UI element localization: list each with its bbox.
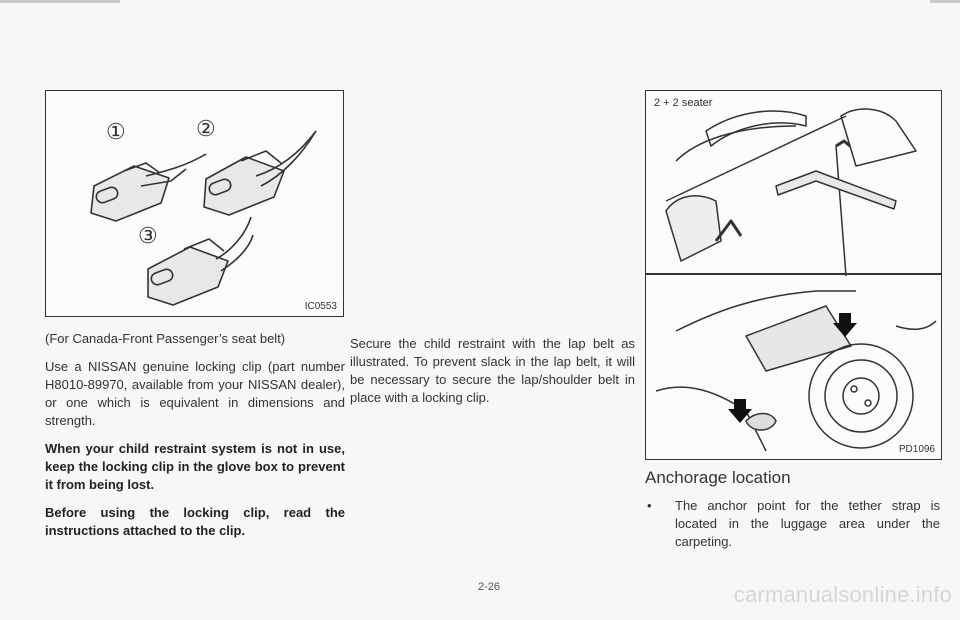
anchorage-illustration [646, 91, 941, 459]
figure-code: PD1096 [898, 444, 935, 455]
page-number: 2-26 [478, 581, 501, 593]
figure-code: IC0553 [304, 301, 337, 312]
locking-clip-illustration [46, 91, 343, 316]
glove-box-warning: When your child restraint system is not in use, keep the locking clip in the glove box to prevent it from being lost. [45, 441, 345, 492]
middle-text-column [350, 335, 635, 417]
callout-1: ① [106, 119, 126, 144]
instructions-warning: Before using the locking clip, read the instructions attached to the clip. [45, 505, 345, 538]
bullet-text: The anchor point for the tether strap is located in the luggage area under the carpeting. [675, 498, 940, 549]
section-heading: Anchorage location [645, 468, 791, 487]
locking-clip-figure [45, 90, 344, 317]
seat-label: 2 + 2 seater [654, 97, 713, 109]
figure-divider [646, 273, 941, 275]
callout-3: ③ [138, 223, 158, 248]
lap-belt-paragraph: Secure the child restraint with the lap belt as illustrated. To prevent slack in the lap belt, it will be necessary to secure the lap/shoulder belt in place with a locking clip. [350, 336, 635, 405]
top-rule [0, 0, 120, 3]
watermark: carmanualsonline.info [733, 582, 952, 607]
locking-clip-paragraph: Use a NISSAN genuine locking clip (part number H8010-89970, available from your NISSAN dealer), or one which is equivalent in dimensions and strength. [45, 359, 345, 428]
list-item [645, 497, 940, 551]
bullet-dot: • [647, 498, 652, 513]
left-text-column [45, 330, 345, 550]
seat-belt-caption: (For Canada-Front Passenger’s seat belt) [45, 331, 286, 346]
top-rule-right [930, 0, 960, 3]
callout-2: ② [196, 116, 216, 141]
anchorage-figure [645, 90, 942, 460]
